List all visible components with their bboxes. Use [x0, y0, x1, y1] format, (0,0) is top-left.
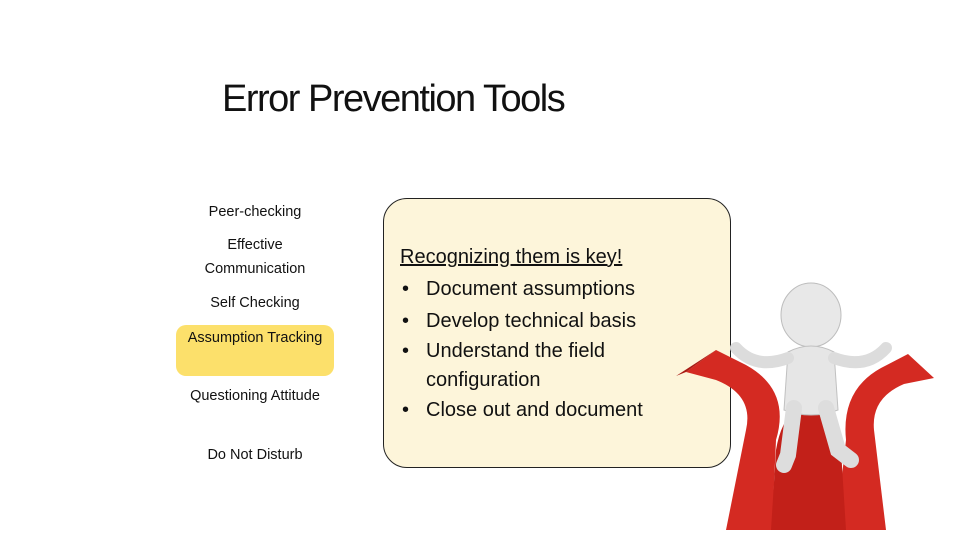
slide-title: Error Prevention Tools — [222, 78, 565, 120]
bullet-item: • Develop technical basis — [400, 306, 656, 338]
callout-heading: Recognizing them is key! — [400, 246, 623, 268]
bullet-item: • Document assumptions — [400, 274, 656, 306]
tool-assumption-tracking: Assumption Tracking — [176, 325, 334, 376]
stick-figure-crossroads-illustration — [676, 280, 936, 530]
callout-bullet-list — [400, 274, 656, 427]
bullet-item: • Understand the field configuration — [400, 337, 656, 395]
bullet-item: • Close out and document — [400, 395, 656, 427]
tool-self-checking: Self Checking — [210, 295, 300, 311]
tool-do-not-disturb: Do Not Disturb — [207, 447, 303, 463]
tool-effective-communication: Effective Communication — [204, 237, 306, 277]
tool-peer-checking: Peer-checking — [208, 204, 302, 220]
tool-questioning-attitude: Questioning Attitude — [190, 388, 320, 404]
